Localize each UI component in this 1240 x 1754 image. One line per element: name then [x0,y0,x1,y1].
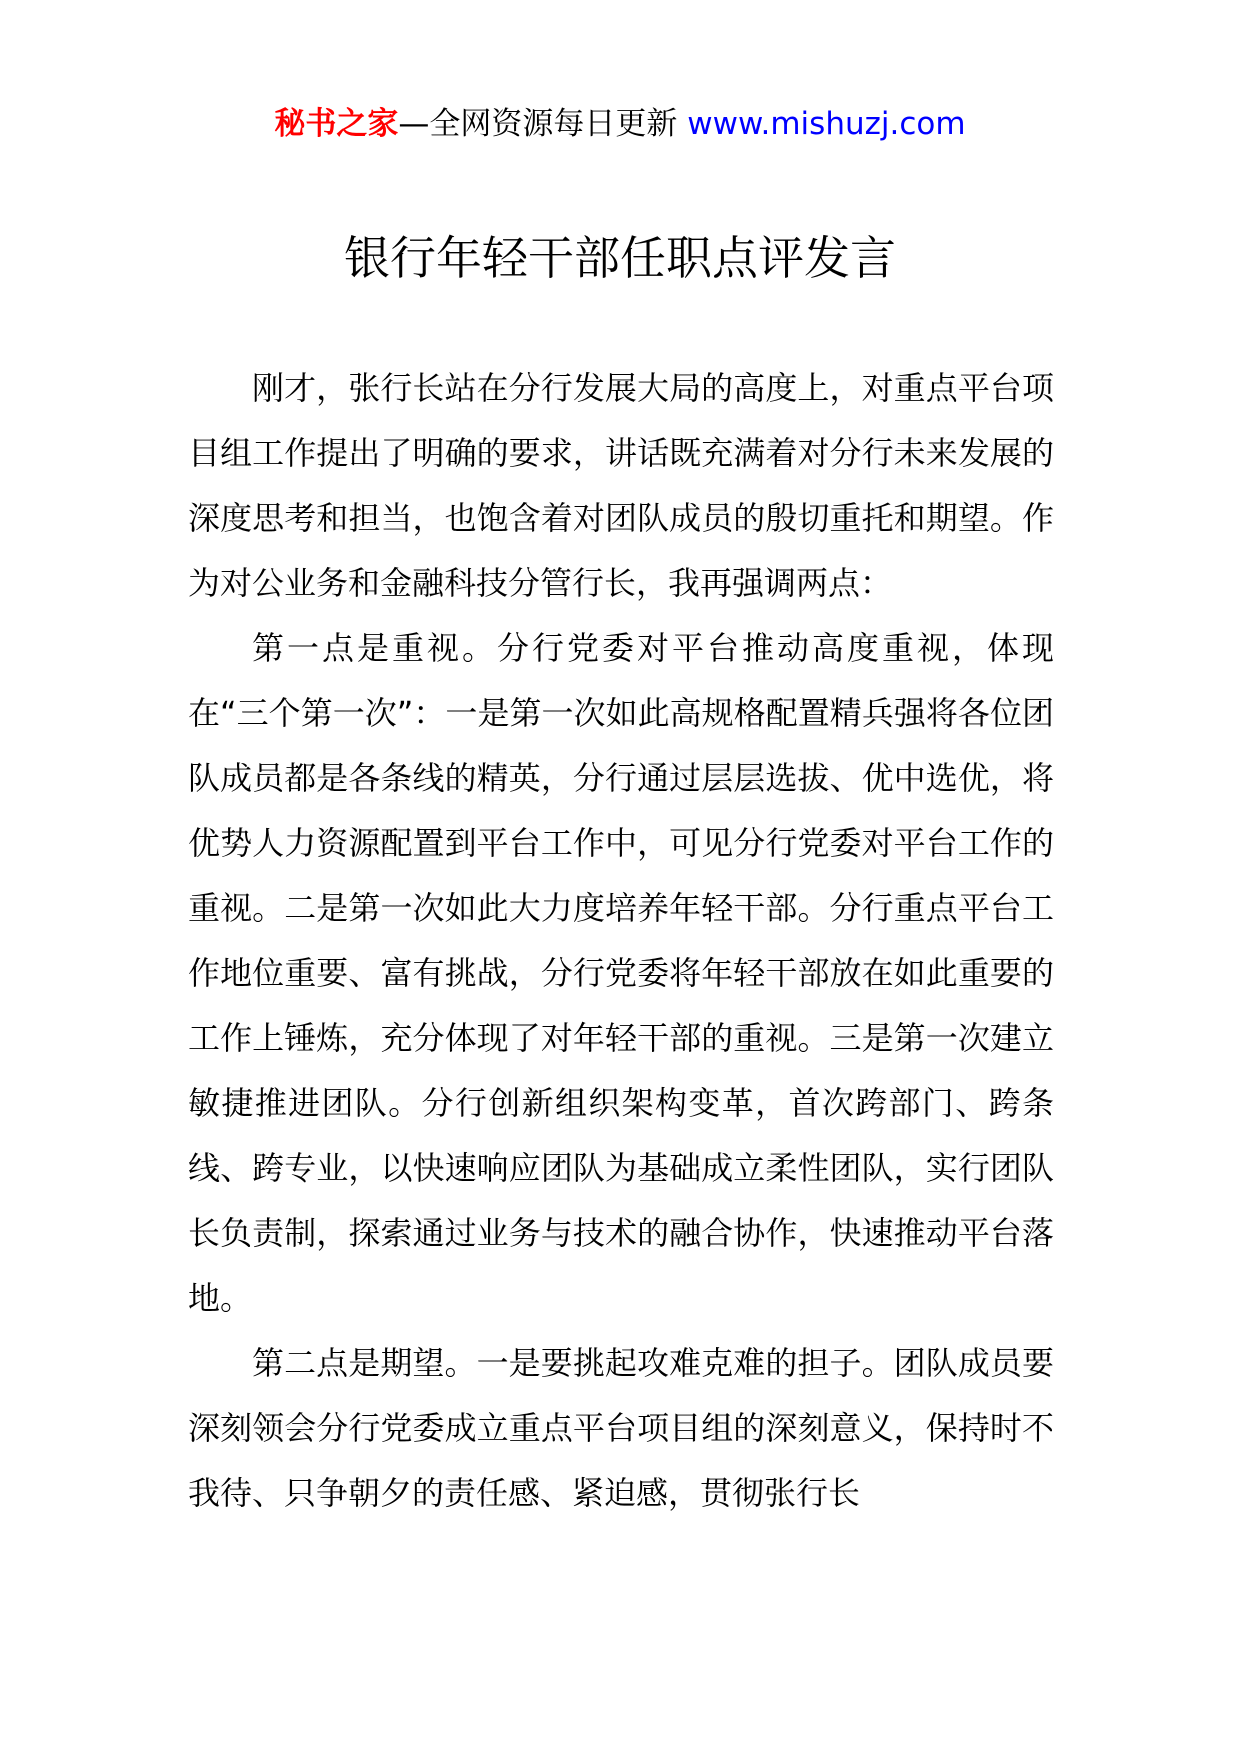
document-body [188,356,1054,1526]
site-slogan: —全网资源每日更新 [398,106,678,142]
paragraph-intro: 刚才，张行长站在分行发展大局的高度上，对重点平台项目组工作提出了明确的要求，讲话既充满着对分行未来发展的深度思考和担当，也饱含着对团队成员的殷切重托和期望。作为对公业务和金融科技分管行长，我再强调两点： [188,369,1054,602]
site-url-link[interactable]: www.mishuzj.com [687,106,966,142]
paragraph-point-one: 第一点是重视。分行党委对平台推动高度重视，体现在“三个第一次”：一是第一次如此高规格配置精兵强将各位团队成员都是各条线的精英，分行通过层层选拔、优中选优，将优势人力资源配置到平台工作中，可见分行党委对平台工作的重视。二是第一次如此大力度培养年轻干部。分行重点平台工作地位重要、富有挑战，分行党委将年轻干部放在如此重要的工作上锤炼，充分体现了对年轻干部的重视。三是第一次建立敏捷推进团队。分行创新组织架构变革，首次跨部门、跨条线、跨专业，以快速响应团队为基础成立柔性团队，实行团队长负责制，探索通过业务与技术的融合协作，快速推动平台落地。 [188,629,1054,1317]
document-title: 银行年轻干部任职点评发言 [344,231,896,285]
site-header [0,98,1240,150]
site-brand: 秘书之家 [274,106,399,142]
paragraph-point-two: 第二点是期望。一是要挑起攻难克难的担子。团队成员要深刻领会分行党委成立重点平台项目组的深刻意义，保持时不我待、只争朝夕的责任感、紧迫感，贯彻张行长 [188,1344,1054,1512]
